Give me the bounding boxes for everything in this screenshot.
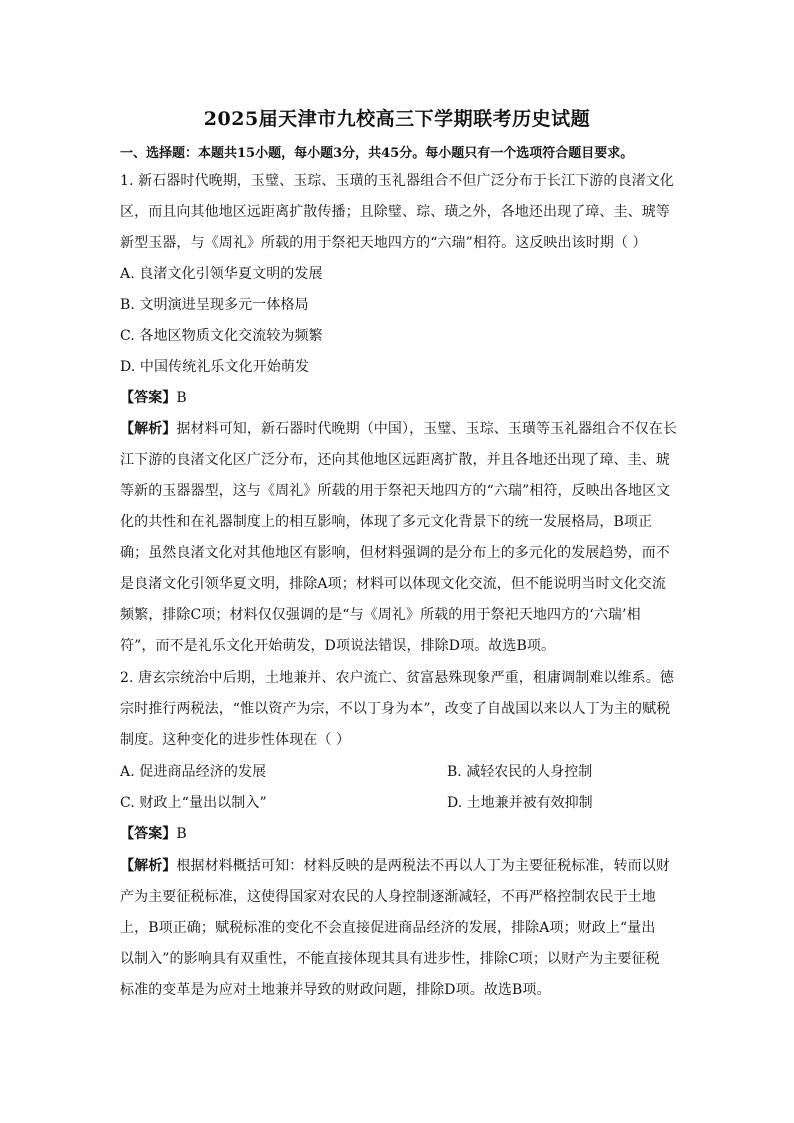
q2-analysis-line-1 [120,855,670,875]
q2-stem-line-3: 制度。这种变化的进步性体现在（ ） [120,732,351,748]
q1-stem-line-3: 新型玉器，与《周礼》所载的用于祭祀天地四方的“六瑞”相符。这反映出该时期（ ） [120,235,647,251]
page-title: 2025届天津市九校高三下学期联考历史试题 [203,108,591,130]
q2-option-b: B. 减轻农民的人身控制 [447,764,593,780]
q2-answer-label: 【答案】 [120,826,177,842]
q1-analysis-text-1: 据材料可知，新石器时代晚期（中国），玉璧、玉琮、玉璜等玉礼器组合不仅在长 [176,421,678,437]
q1-option-c: C. 各地区物质文化交流较为频繁 [120,328,323,344]
q2-answer-value: B [176,826,187,842]
section-header: 一、选择题：本题共15小题，每小题3分，共45分。每小题只有一个选项符合题目要求。 [120,146,634,161]
q2-analysis-line-3: 上，B项正确；赋税标准的变化不会直接促进商品经济的发展，排除A项；财政上“量出 [120,920,656,936]
q1-analysis-line-1 [120,418,677,438]
q1-analysis-line-3: 等新的玉器器型，这与《周礼》所载的用于祭祀天地四方的“六瑞”相符，反映出各地区文 [120,483,671,499]
q2-analysis-line-5: 标准的变革是为应对土地兼并导致的财政问题，排除D项。故选B项。 [120,982,551,998]
q2-analysis-text-1: 根据材料概括可知：材料反映的是两税法不再以人丁为主要征税标准，转而以财 [176,858,670,874]
q2-option-a: A. 促进商品经济的发展 [120,764,267,780]
q1-answer-value: B [176,390,187,406]
q1-option-d: D. 中国传统礼乐文化开始萌发 [120,359,310,375]
q2-analysis-line-2: 产为主要征税标准，这使得国家对农民的人身控制逐渐减轻，不再严格控制农民于土地 [120,889,656,905]
q1-option-a: A. 良渚文化引领华夏文明的发展 [120,266,323,282]
q2-option-d: D. 土地兼并被有效抑制 [447,795,593,811]
q2-stem-line-2: 宗时推行两税法，“惟以资产为宗，不以丁身为本”，改变了自战国以来以人丁为主的赋税 [120,701,671,717]
q2-analysis-label: 【解析】 [120,858,177,874]
q1-stem-line-1: 1. 新石器时代晚期，玉璧、玉琮、玉璜的玉礼器组合不但广泛分布于长江下游的良渚文化 [120,173,674,189]
q1-analysis-line-7: 频繁，排除C项；材料仅仅强调的是“与《周礼》所载的用于祭祀天地四方的‘六瑞’相 [120,607,641,623]
q2-stem-line-1: 2. 唐玄宗统治中后期，土地兼并、农户流亡、贫富悬殊现象严重，租庸调制难以维系。德 [120,670,674,686]
q1-answer [120,387,187,407]
q1-option-b: B. 文明演进呈现多元一体格局 [120,297,309,313]
q1-stem-line-2: 区，而且向其他地区远距离扩散传播；且除璧、琮、璜之外，各地还出现了璋、圭、琥等 [120,204,670,220]
q1-analysis-line-4: 化的共性和在礼器制度上的相互影响，体现了多元文化背景下的统一发展格局，B项正 [120,514,653,530]
q2-option-c: C. 财政上“量出以制入” [120,795,267,811]
q2-answer [120,823,187,843]
q2-analysis-line-4: 以制入”的影响具有双重性，不能直接体现其具有进步性，排除C项；以财产为主要征税 [120,951,660,967]
q1-answer-label: 【答案】 [120,390,177,406]
q1-analysis-line-8: 符”，而不是礼乐文化开始萌发，D项说法错误，排除D项。故选B项。 [120,638,556,654]
q1-analysis-line-2: 江下游的良渚文化区广泛分布，还向其他地区远距离扩散，并且各地还出现了璋、圭、琥 [120,452,670,468]
q1-analysis-line-6: 是良渚文化引领华夏文明，排除A项；材料可以体现文化交流，但不能说明当时文化交流 [120,576,667,592]
q1-analysis-label: 【解析】 [120,421,177,437]
q1-analysis-line-5: 确；虽然良渚文化对其他地区有影响，但材料强调的是分布上的多元化的发展趋势，而不 [120,545,670,561]
